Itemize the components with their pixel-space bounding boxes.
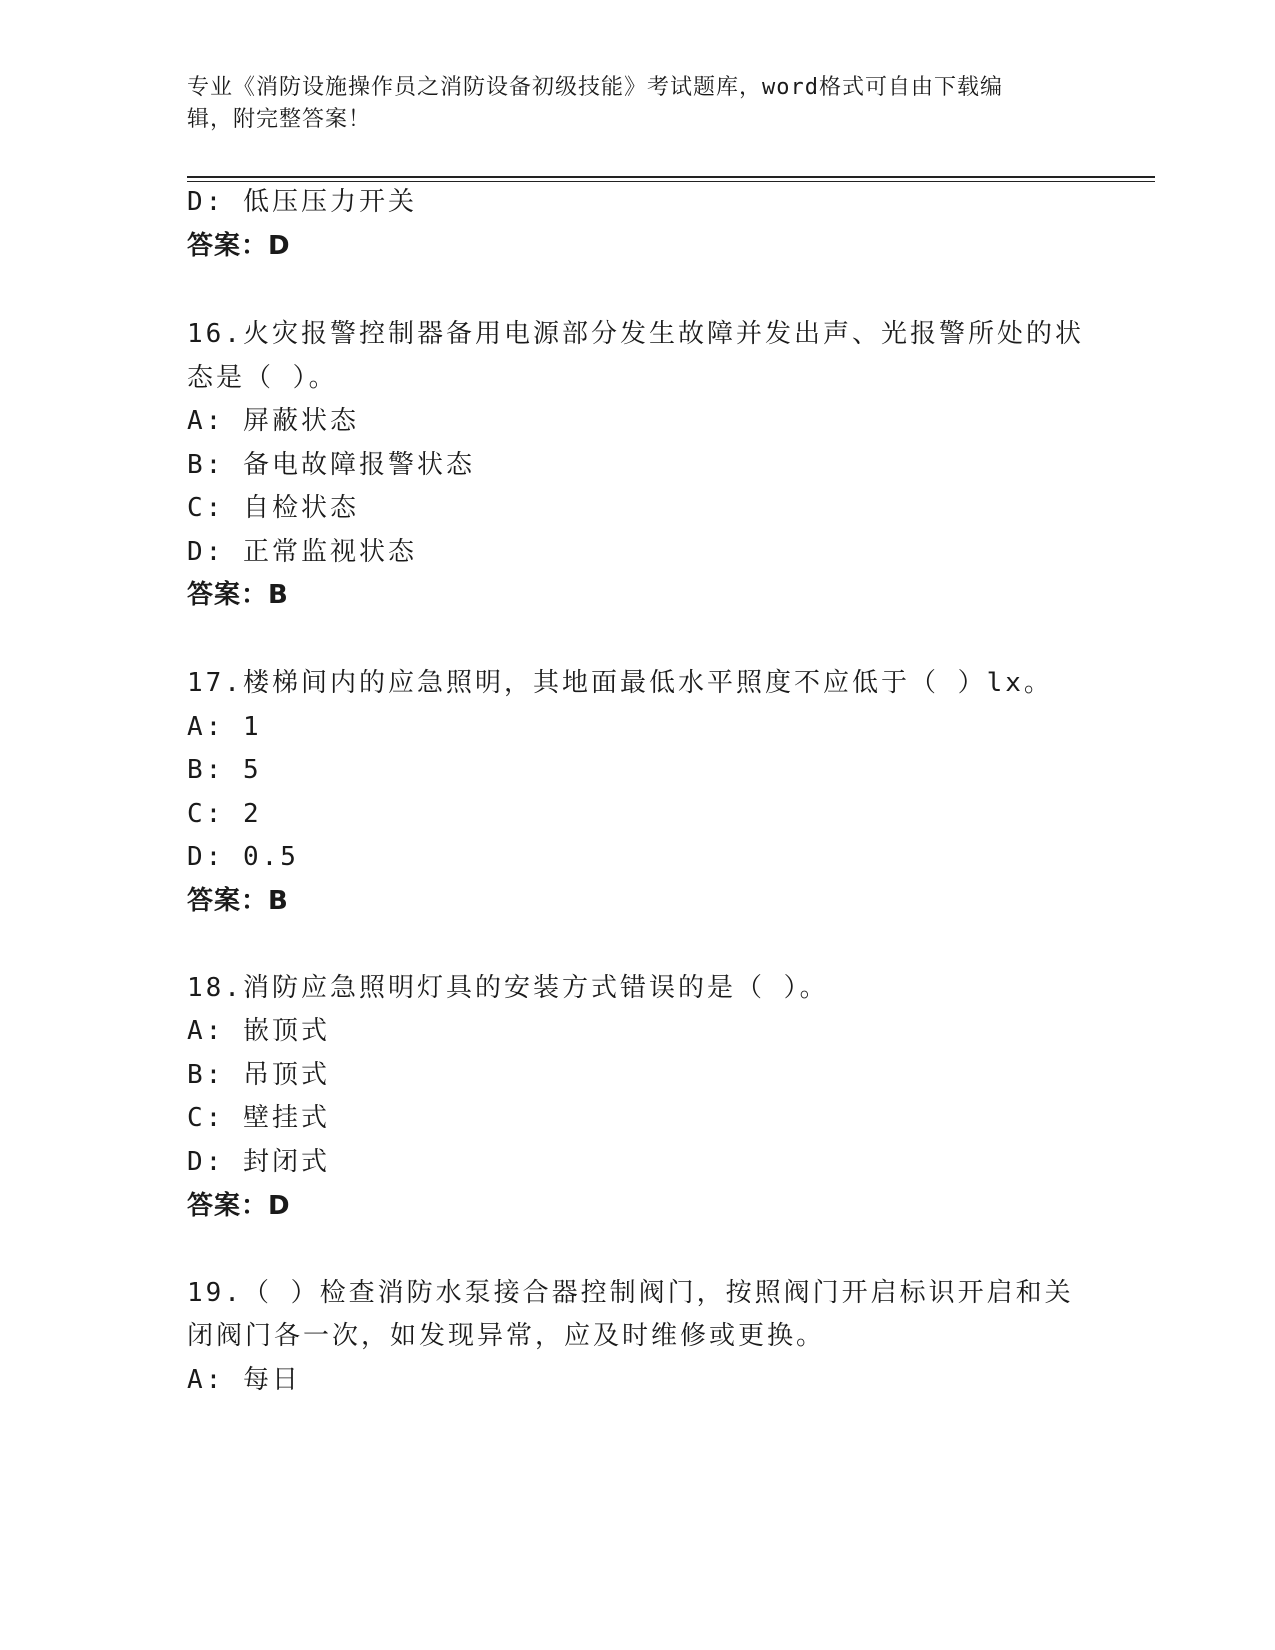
q16-option-a: A: 屏蔽状态	[187, 406, 359, 436]
q16-option-d: D: 正常监视状态	[187, 537, 417, 567]
header-line-1: 专业《消防设施操作员之消防设备初级技能》考试题库，word格式可自由下载编	[187, 75, 1003, 100]
q16-stem-line-2: 态是（ ）。	[187, 363, 338, 393]
q18-option-d: D: 封闭式	[187, 1147, 330, 1177]
q17-option-b: B: 5	[187, 755, 262, 785]
prev-answer: 答案：D	[187, 231, 291, 261]
q17-option-a: A: 1	[187, 712, 262, 742]
q18-option-a: A: 嵌顶式	[187, 1016, 330, 1046]
q18-stem-line-1: 18.消防应急照明灯具的安装方式错误的是（ ）。	[187, 973, 829, 1003]
q17-option-c: C: 2	[187, 799, 262, 829]
document-header	[187, 72, 1067, 136]
q16-option-c: C: 自检状态	[187, 493, 359, 523]
q18-option-c: C: 壁挂式	[187, 1103, 330, 1133]
q17-option-d: D: 0.5	[187, 842, 299, 872]
q17-stem-line-1: 17.楼梯间内的应急照明，其地面最低水平照度不应低于（ ）lx。	[187, 668, 1053, 698]
q18-option-b: B: 吊顶式	[187, 1060, 330, 1090]
q19-option-a: A: 每日	[187, 1365, 301, 1395]
q19-stem-line-1: 19.（ ）检查消防水泵接合器控制阀门，按照阀门开启标识开启和关	[187, 1278, 1074, 1308]
q18-answer: 答案：D	[187, 1191, 291, 1221]
header-line-2: 辑，附完整答案！	[187, 107, 372, 132]
q16-answer: 答案：B	[187, 580, 289, 610]
q16-stem-line-1: 16.火灾报警控制器备用电源部分发生故障并发出声、光报警所处的状	[187, 319, 1084, 349]
prev-option-d: D: 低压压力开关	[187, 187, 417, 217]
q17-answer: 答案：B	[187, 886, 289, 916]
q19-stem-line-2: 闭阀门各一次，如发现异常，应及时维修或更换。	[187, 1321, 826, 1351]
header-rule-thin	[187, 181, 1155, 182]
q16-option-b: B: 备电故障报警状态	[187, 450, 475, 480]
header-rule-thick	[187, 176, 1155, 178]
